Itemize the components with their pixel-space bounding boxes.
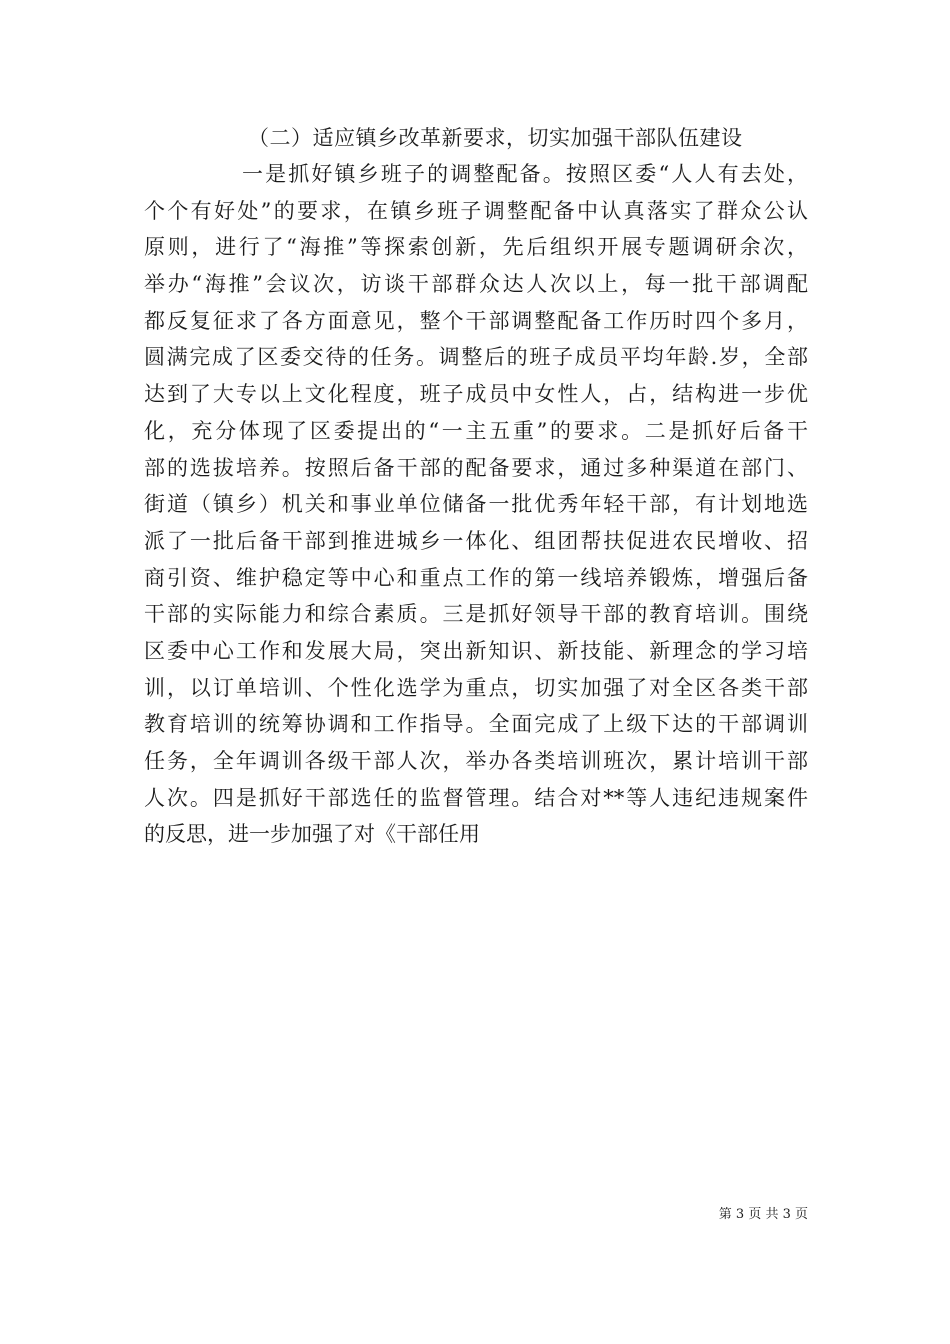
section-heading: （二）适应镇乡改革新要求，切实加强干部队伍建设 [248,126,743,150]
paragraph-line: 一是抓好镇乡班子的调整配备。按照区委“人人有去处， [242,162,808,186]
paragraph-line: 教育培训的统筹协调和工作指导。全面完成了上级下达的干部调训 [144,712,808,737]
paragraph-line: 商引资、维护稳定等中心和重点工作的第一线培养锻炼，增强后备 [144,565,808,590]
paragraph-line: 干部的实际能力和综合素质。三是抓好领导干部的教育培训。围绕 [144,602,808,627]
paragraph-line: 人次。四是抓好干部选任的监督管理。结合对**等人违纪违规案件 [144,785,808,810]
paragraph-line: 化，充分体现了区委提出的“一主五重”的要求。二是抓好后备干 [144,418,808,443]
body-paragraph [144,156,808,853]
paragraph-line: 区委中心工作和发展大局，突出新知识、新技能、新理念的学习培 [144,638,808,663]
paragraph-line: 部的选拔培养。按照后备干部的配备要求，通过多种渠道在部门、 [144,455,808,480]
paragraph-line: 训，以订单培训、个性化选学为重点，切实加强了对全区各类干部 [144,675,808,700]
paragraph-line: 个个有好处”的要求，在镇乡班子调整配备中认真落实了群众公认 [144,198,808,223]
paragraph-line: 任务，全年调训各级干部人次，举办各类培训班次，累计培训干部 [144,749,808,773]
paragraph-line: 原则，进行了“海推”等探索创新，先后组织开展专题调研余次， [144,235,808,260]
paragraph-line: 举办“海推”会议次，访谈干部群众达人次以上，每一批干部调配 [144,272,808,297]
paragraph-line: 达到了大专以上文化程度，班子成员中女性人，占，结构进一步优 [144,382,808,407]
paragraph-line: 圆满完成了区委交待的任务。调整后的班子成员平均年龄.岁，全部 [144,345,808,370]
page-number: 第 3 页 共 3 页 [718,1207,808,1222]
paragraph-line: 都反复征求了各方面意见，整个干部调整配备工作历时四个多月， [144,308,808,333]
paragraph-line: 的反思，进一步加强了对《干部任用 [144,822,480,847]
paragraph-line: 街道（镇乡）机关和事业单位储备一批优秀年轻干部，有计划地选 [144,492,808,517]
paragraph-line: 派了一批后备干部到推进城乡一体化、组团帮扶促进农民增收、招 [144,528,808,553]
